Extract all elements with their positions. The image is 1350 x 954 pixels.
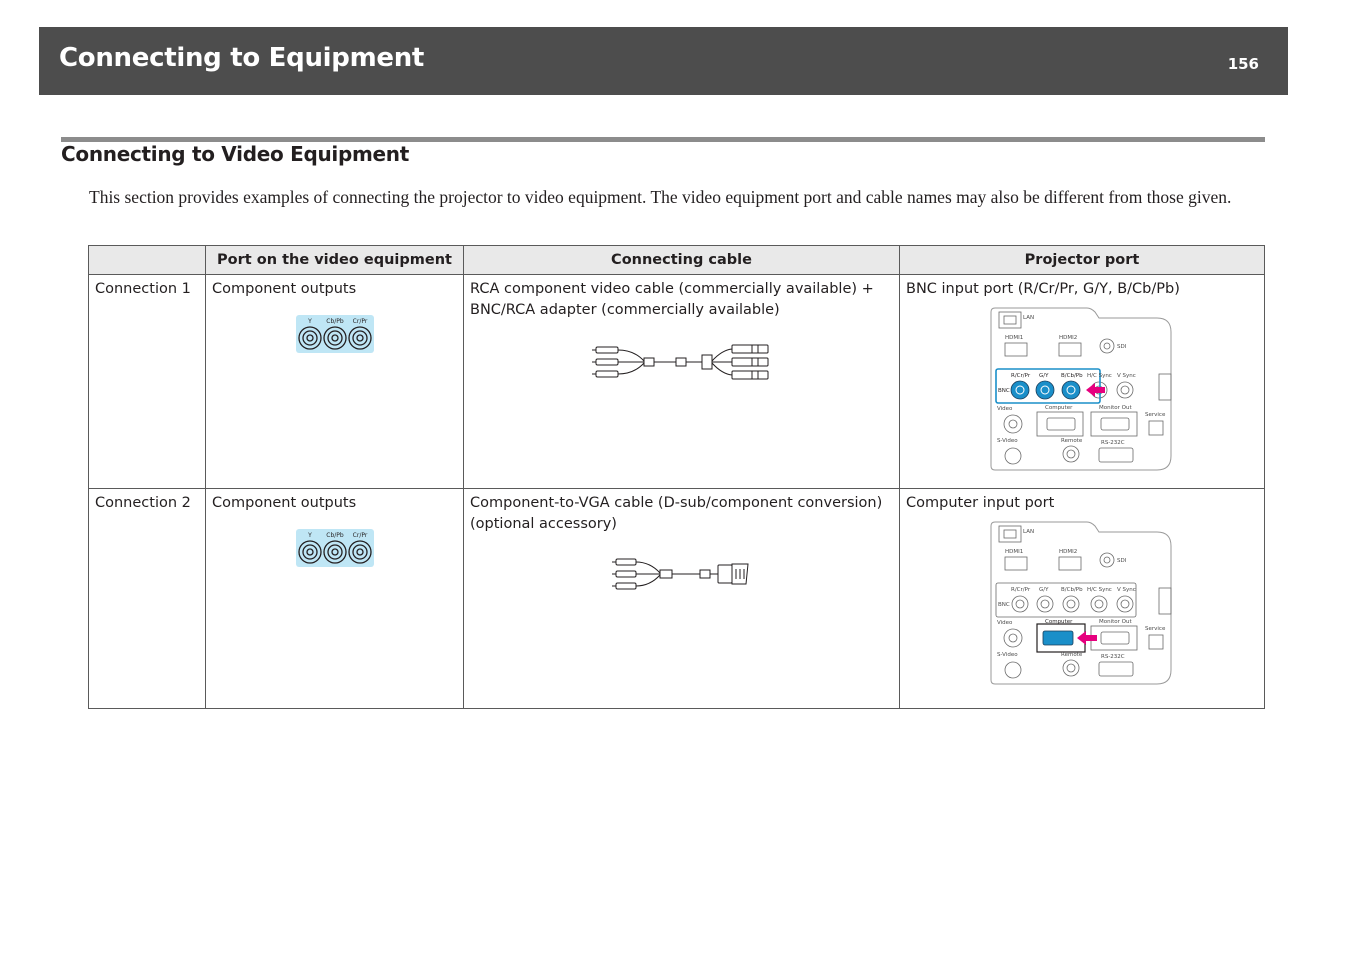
panel-label-hdmi2: HDMI2 xyxy=(1059,549,1078,555)
table-row xyxy=(89,489,1265,709)
component-outputs-illustration xyxy=(295,314,375,354)
panel-label-hdmi1: HDMI1 xyxy=(1005,335,1024,341)
page-number: 156 xyxy=(1227,55,1259,73)
panel-label-r: R/Cr/Pr xyxy=(1011,373,1031,379)
port-name: Component outputs xyxy=(212,281,357,297)
panel-label-r: R/Cr/Pr xyxy=(1011,587,1031,593)
port-cell xyxy=(206,489,464,709)
projector-port-cell xyxy=(900,489,1265,709)
component-label-cb: Cb/Pb xyxy=(325,532,344,539)
cable-name: RCA component video cable (commercially available) + BNC/RCA adapter (commercially available) xyxy=(470,281,874,318)
chapter-title: Connecting to Equipment xyxy=(59,43,425,73)
port-cell xyxy=(206,275,464,489)
connection-name: Connection 2 xyxy=(95,495,191,511)
panel-label-vsync: V Sync xyxy=(1117,587,1136,593)
panel-label-hdmi1: HDMI1 xyxy=(1005,549,1024,555)
panel-label-rs232c: RS-232C xyxy=(1101,654,1125,660)
panel-label-service: Service xyxy=(1145,626,1166,632)
component-label-cr: Cr/Pr xyxy=(352,532,367,539)
panel-label-video: Video xyxy=(997,620,1013,626)
component-label-cr: Cr/Pr xyxy=(352,318,367,325)
panel-label-bnc: BNC xyxy=(998,388,1010,394)
panel-label-hsync: H/C Sync xyxy=(1087,587,1112,593)
intro-paragraph: This section provides examples of connecting the projector to video equipment. The video equipment port and cable names may also be different from those given. xyxy=(89,187,1232,207)
cable-cell xyxy=(464,275,900,489)
cable-name: Component-to-VGA cable (D-sub/component conversion) (optional accessory) xyxy=(470,495,883,532)
panel-label-b: B/Cb/Pb xyxy=(1061,587,1083,593)
connection-name-cell xyxy=(89,489,206,709)
panel-label-b: B/Cb/Pb xyxy=(1061,373,1083,379)
section-title: Connecting to Video Equipment xyxy=(61,142,409,166)
column-header-port: Port on the video equipment xyxy=(206,246,464,275)
panel-label-service: Service xyxy=(1145,412,1166,418)
component-label-cb: Cb/Pb xyxy=(325,318,344,325)
connection-table xyxy=(88,245,1265,709)
panel-label-lan: LAN xyxy=(1023,315,1035,321)
component-outputs-illustration xyxy=(295,528,375,568)
panel-label-vsync: V Sync xyxy=(1117,373,1136,379)
column-header-connection xyxy=(89,246,206,275)
page-header xyxy=(39,27,1288,95)
connection-name-cell xyxy=(89,275,206,489)
panel-label-svideo: S-Video xyxy=(997,652,1018,658)
connection-name: Connection 1 xyxy=(95,281,191,297)
panel-label-hsync: H/C Sync xyxy=(1087,373,1112,379)
panel-label-sdi: SDI xyxy=(1117,558,1127,564)
panel-label-remote: Remote xyxy=(1061,652,1083,658)
projector-port-name: BNC input port (R/Cr/Pr, G/Y, B/Cb/Pb) xyxy=(906,281,1180,297)
panel-label-video: Video xyxy=(997,406,1013,412)
panel-label-lan: LAN xyxy=(1023,529,1035,535)
projector-panel-bnc-illustration xyxy=(987,306,1177,471)
panel-label-g: G/Y xyxy=(1039,587,1049,593)
column-header-projector-port: Projector port xyxy=(900,246,1265,275)
panel-label-hdmi2: HDMI2 xyxy=(1059,335,1078,341)
table-header-row xyxy=(89,246,1265,275)
projector-panel-computer-illustration xyxy=(987,520,1177,685)
component-label-y: Y xyxy=(307,532,312,539)
panel-label-rs232c: RS-232C xyxy=(1101,440,1125,446)
projector-port-cell xyxy=(900,275,1265,489)
panel-label-remote: Remote xyxy=(1061,438,1083,444)
column-header-cable: Connecting cable xyxy=(464,246,900,275)
panel-label-sdi: SDI xyxy=(1117,344,1127,350)
panel-label-computer: Computer xyxy=(1045,405,1073,411)
panel-label-computer: Computer xyxy=(1045,619,1073,625)
table-row xyxy=(89,275,1265,489)
panel-label-svideo: S-Video xyxy=(997,438,1018,444)
panel-label-g: G/Y xyxy=(1039,373,1049,379)
component-vga-cable-illustration xyxy=(612,553,752,595)
projector-port-name: Computer input port xyxy=(906,495,1055,511)
panel-label-monitor-out: Monitor Out xyxy=(1099,405,1132,411)
panel-label-bnc: BNC xyxy=(998,602,1010,608)
component-label-y: Y xyxy=(307,318,312,325)
cable-cell xyxy=(464,489,900,709)
panel-label-monitor-out: Monitor Out xyxy=(1099,619,1132,625)
rca-bnc-cable-illustration xyxy=(592,341,772,383)
port-name: Component outputs xyxy=(212,495,357,511)
